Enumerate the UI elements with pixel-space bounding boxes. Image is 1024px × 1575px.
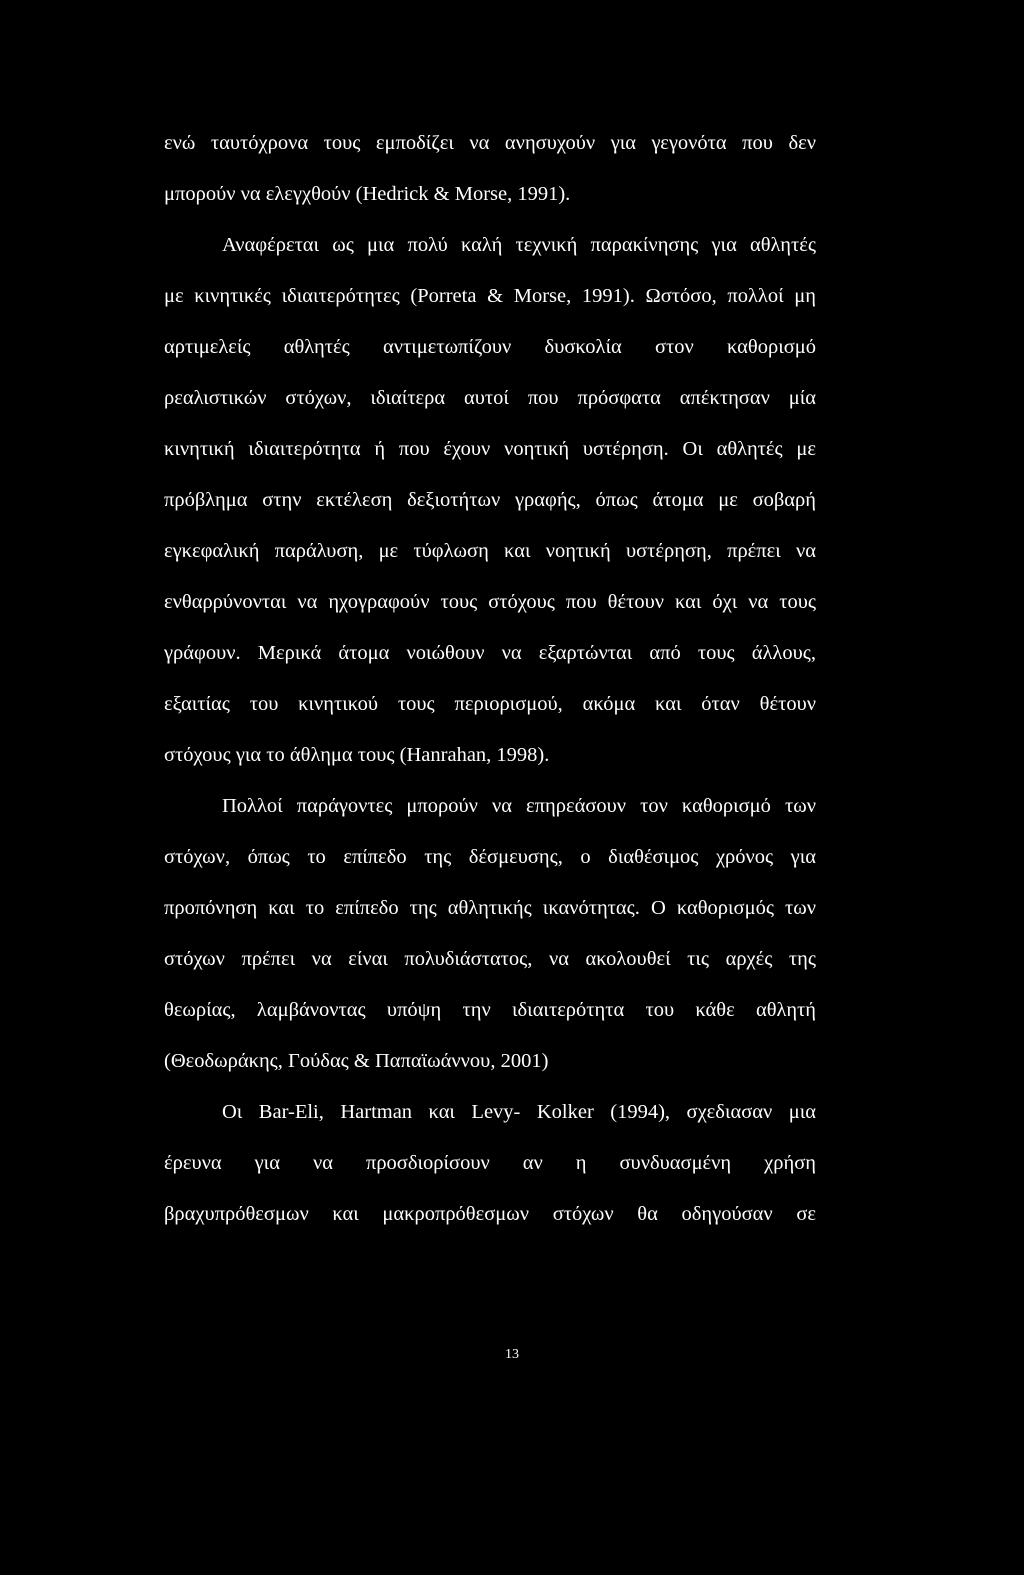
text-line: στόχων πρέπει να είναι πολυδιάστατος, να ακολουθεί τις αρχές της — [164, 948, 816, 970]
text-line: ρεαλιστικών στόχων, ιδιαίτερα αυτοί που πρόσφατα απέκτησαν μία — [164, 387, 816, 409]
text-line: εγκεφαλική παράλυση, με τύφλωση και νοητική υστέρηση, πρέπει να — [164, 540, 816, 562]
text-line: στόχων, όπως το επίπεδο της δέσμευσης, ο διαθέσιμος χρόνος για — [164, 846, 816, 868]
text-line: ενθαρρύνονται να ηχογραφούν τους στόχους που θέτουν και όχι να τους — [164, 591, 816, 613]
text-line: Οι Bar-Eli, Hartman και Levy- Kolker (1994), σχεδιασαν μια — [222, 1101, 816, 1123]
text-line: αρτιμελείς αθλητές αντιμετωπίζουν δυσκολία στον καθορισμό — [164, 336, 816, 358]
text-line: Πολλοί παράγοντες μπορούν να επηρεάσουν τον καθορισμό των — [222, 795, 816, 817]
text-line: πρόβλημα στην εκτέλεση δεξιοτήτων γραφής, όπως άτομα με σοβαρή — [164, 489, 816, 511]
text-line: ενώ ταυτόχρονα τους εμποδίζει να ανησυχούν για γεγονότα που δεν — [164, 132, 816, 154]
text-line: Αναφέρεται ως μια πολύ καλή τεχνική παρακίνησης για αθλητές — [222, 234, 816, 256]
text-line: γράφουν. Μερικά άτομα νοιώθουν να εξαρτώνται από τους άλλους, — [164, 642, 816, 664]
text-line: προπόνηση και το επίπεδο της αθλητικής ικανότητας. Ο καθορισμός των — [164, 897, 816, 919]
text-line: εξαιτίας του κινητικού τους περιορισμού, ακόμα και όταν θέτουν — [164, 693, 816, 715]
page-number: 13 — [505, 1347, 519, 1362]
text-line: (Θεοδωράκης, Γούδας & Παπαϊωάννου, 2001) — [164, 1050, 549, 1072]
text-line: έρευνα για να προσδιορίσουν αν η συνδυασμένη χρήση — [164, 1152, 816, 1174]
text-line: στόχους για το άθλημα τους (Hanrahan, 1998). — [164, 744, 550, 766]
text-line: βραχυπρόθεσμων και μακροπρόθεσμων στόχων θα οδηγούσαν σε — [164, 1203, 816, 1225]
text-line: θεωρίας, λαμβάνοντας υπόψη την ιδιαιτερότητα του κάθε αθλητή — [164, 999, 816, 1021]
text-line: μπορούν να ελεγχθούν (Hedrick & Morse, 1991). — [164, 183, 571, 205]
text-line: κινητική ιδιαιτερότητα ή που έχουν νοητική υστέρηση. Οι αθλητές με — [164, 438, 816, 460]
text-line: με κινητικές ιδιαιτερότητες (Porreta & Morse, 1991). Ωστόσο, πολλοί μη — [164, 285, 816, 307]
